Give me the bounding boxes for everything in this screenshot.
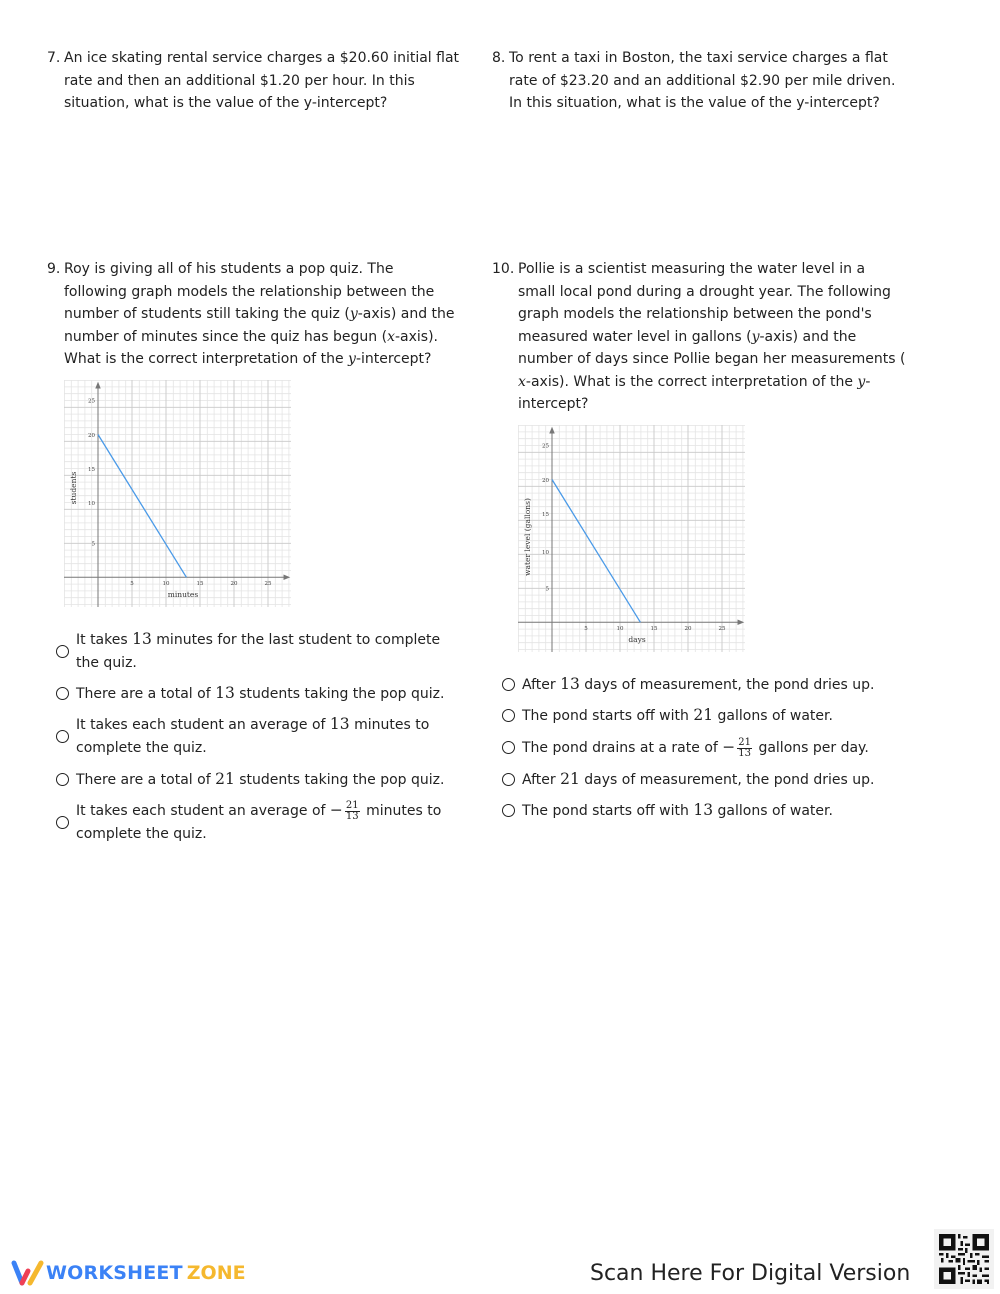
- svg-text:15: 15: [542, 512, 549, 518]
- y-axis-label: students: [69, 471, 78, 505]
- svg-text:20: 20: [230, 581, 238, 587]
- option-9b[interactable]: There are a total of 13 students taking the pop quiz.: [56, 682, 444, 706]
- x-axis-label: days: [628, 635, 646, 644]
- question-number: 10.: [492, 261, 515, 277]
- radio-button[interactable]: [56, 773, 69, 786]
- svg-text:15: 15: [650, 626, 658, 632]
- question-9: [47, 258, 467, 371]
- question-text-line: x-axis). What is the correct interpretation of the y-: [518, 373, 871, 390]
- question-text-line: In this situation, what is the value of the y-intercept?: [509, 95, 880, 111]
- option-9d[interactable]: There are a total of 21 students taking the pop quiz.: [56, 768, 444, 792]
- svg-text:15: 15: [196, 581, 204, 587]
- question-text-line: rate of $23.20 and an additional $2.90 per mile driven.: [509, 72, 896, 89]
- option-10b[interactable]: The pond starts off with 21 gallons of water.: [502, 704, 833, 728]
- svg-text:10: 10: [542, 550, 549, 556]
- radio-button[interactable]: [502, 804, 515, 817]
- svg-text:20: 20: [684, 626, 692, 632]
- worksheet-zone-logo: [10, 1259, 246, 1287]
- question-text-line: small local pond during a drought year. The following: [518, 283, 891, 300]
- question-10-options: [502, 673, 902, 833]
- option-10d[interactable]: After 21 days of measurement, the pond dries up.: [502, 768, 874, 792]
- logo-text-worksheet: WORKSHEET: [46, 1262, 183, 1284]
- svg-text:5: 5: [545, 586, 549, 593]
- svg-text:5: 5: [91, 541, 95, 548]
- question-text-line: Pollie is a scientist measuring the water level in a: [518, 261, 866, 277]
- x-axis-label: minutes: [167, 590, 199, 599]
- svg-text:25: 25: [542, 443, 549, 450]
- question-text-line: following graph models the relationship between the: [64, 283, 435, 300]
- svg-text:5: 5: [130, 581, 134, 587]
- svg-text:25: 25: [718, 626, 726, 632]
- qr-code-icon[interactable]: [934, 1229, 994, 1289]
- svg-text:10: 10: [88, 501, 95, 507]
- logo-mark-icon: [10, 1259, 46, 1287]
- question-text-line: To rent a taxi in Boston, the taxi service charges a flat: [509, 50, 888, 66]
- question-text-line: rate and then an additional $1.20 per hour. In this: [64, 72, 415, 89]
- question-text-line: measured water level in gallons (y-axis) and the: [518, 328, 857, 345]
- option-9e[interactable]: It takes each student an average of − $\frac{21}{13}$ minutes to complete the quiz.: [56, 799, 441, 845]
- svg-text:15: 15: [88, 467, 95, 473]
- svg-text:10: 10: [616, 626, 624, 632]
- svg-text:25: 25: [264, 581, 272, 587]
- question-text-line: situation, what is the value of the y-intercept?: [64, 95, 388, 111]
- radio-button[interactable]: [502, 678, 515, 691]
- question-text-line: What is the correct interpretation of the y-intercept?: [64, 351, 432, 367]
- option-9a[interactable]: It takes 13 minutes for the last student to complete the quiz.: [56, 628, 440, 674]
- question-text-line: number of days since Pollie began her measurements (: [518, 351, 906, 367]
- scan-text: Scan Here For Digital Version: [590, 1261, 911, 1286]
- option-10a[interactable]: After 13 days of measurement, the pond dries up.: [502, 673, 874, 697]
- question-10: [492, 258, 912, 416]
- svg-text:25: 25: [88, 398, 95, 405]
- logo-text-zone: ZONE: [186, 1262, 246, 1284]
- radio-button[interactable]: [56, 687, 69, 700]
- svg-text:20: 20: [542, 478, 549, 484]
- option-10e[interactable]: The pond starts off with 13 gallons of water.: [502, 799, 833, 823]
- fraction: $\frac{21}{13}$: [738, 736, 751, 759]
- question-number: 8.: [492, 50, 506, 66]
- radio-button[interactable]: [56, 645, 69, 658]
- question-text-line: graph models the relationship between the pond's: [518, 306, 872, 322]
- radio-button[interactable]: [502, 741, 515, 754]
- radio-button[interactable]: [502, 709, 515, 722]
- question-number: 7.: [47, 50, 61, 66]
- radio-button[interactable]: [502, 773, 515, 786]
- y-axis-label: water level (gallons): [523, 498, 532, 576]
- question-7: [47, 47, 467, 115]
- fraction: $\frac{21}{13}$: [345, 799, 359, 822]
- question-text-line: number of students still taking the quiz (y-axis) and the: [64, 306, 455, 322]
- option-9c[interactable]: It takes each student an average of 13 minutes to complete the quiz.: [56, 713, 429, 759]
- question-text-line: intercept?: [518, 396, 589, 412]
- question-text-line: number of minutes since the quiz has begun (x-axis).: [64, 328, 439, 345]
- question-text-line: Roy is giving all of his students a pop quiz. The: [64, 261, 394, 277]
- graph-water-level-vs-days: [518, 425, 745, 652]
- radio-button[interactable]: [56, 816, 69, 829]
- question-9-options: [56, 628, 456, 848]
- question-number: 9.: [47, 261, 61, 277]
- svg-text:20: 20: [88, 433, 95, 439]
- option-10c[interactable]: The pond drains at a rate of − $\frac{21}{13}$ gallons per day.: [502, 736, 869, 760]
- svg-text:10: 10: [162, 581, 170, 587]
- svg-text:5: 5: [584, 626, 588, 632]
- question-text-line: An ice skating rental service charges a $20.60 initial flat: [64, 50, 460, 66]
- radio-button[interactable]: [56, 730, 69, 743]
- graph-students-vs-minutes: [64, 380, 291, 607]
- question-8: [492, 47, 912, 115]
